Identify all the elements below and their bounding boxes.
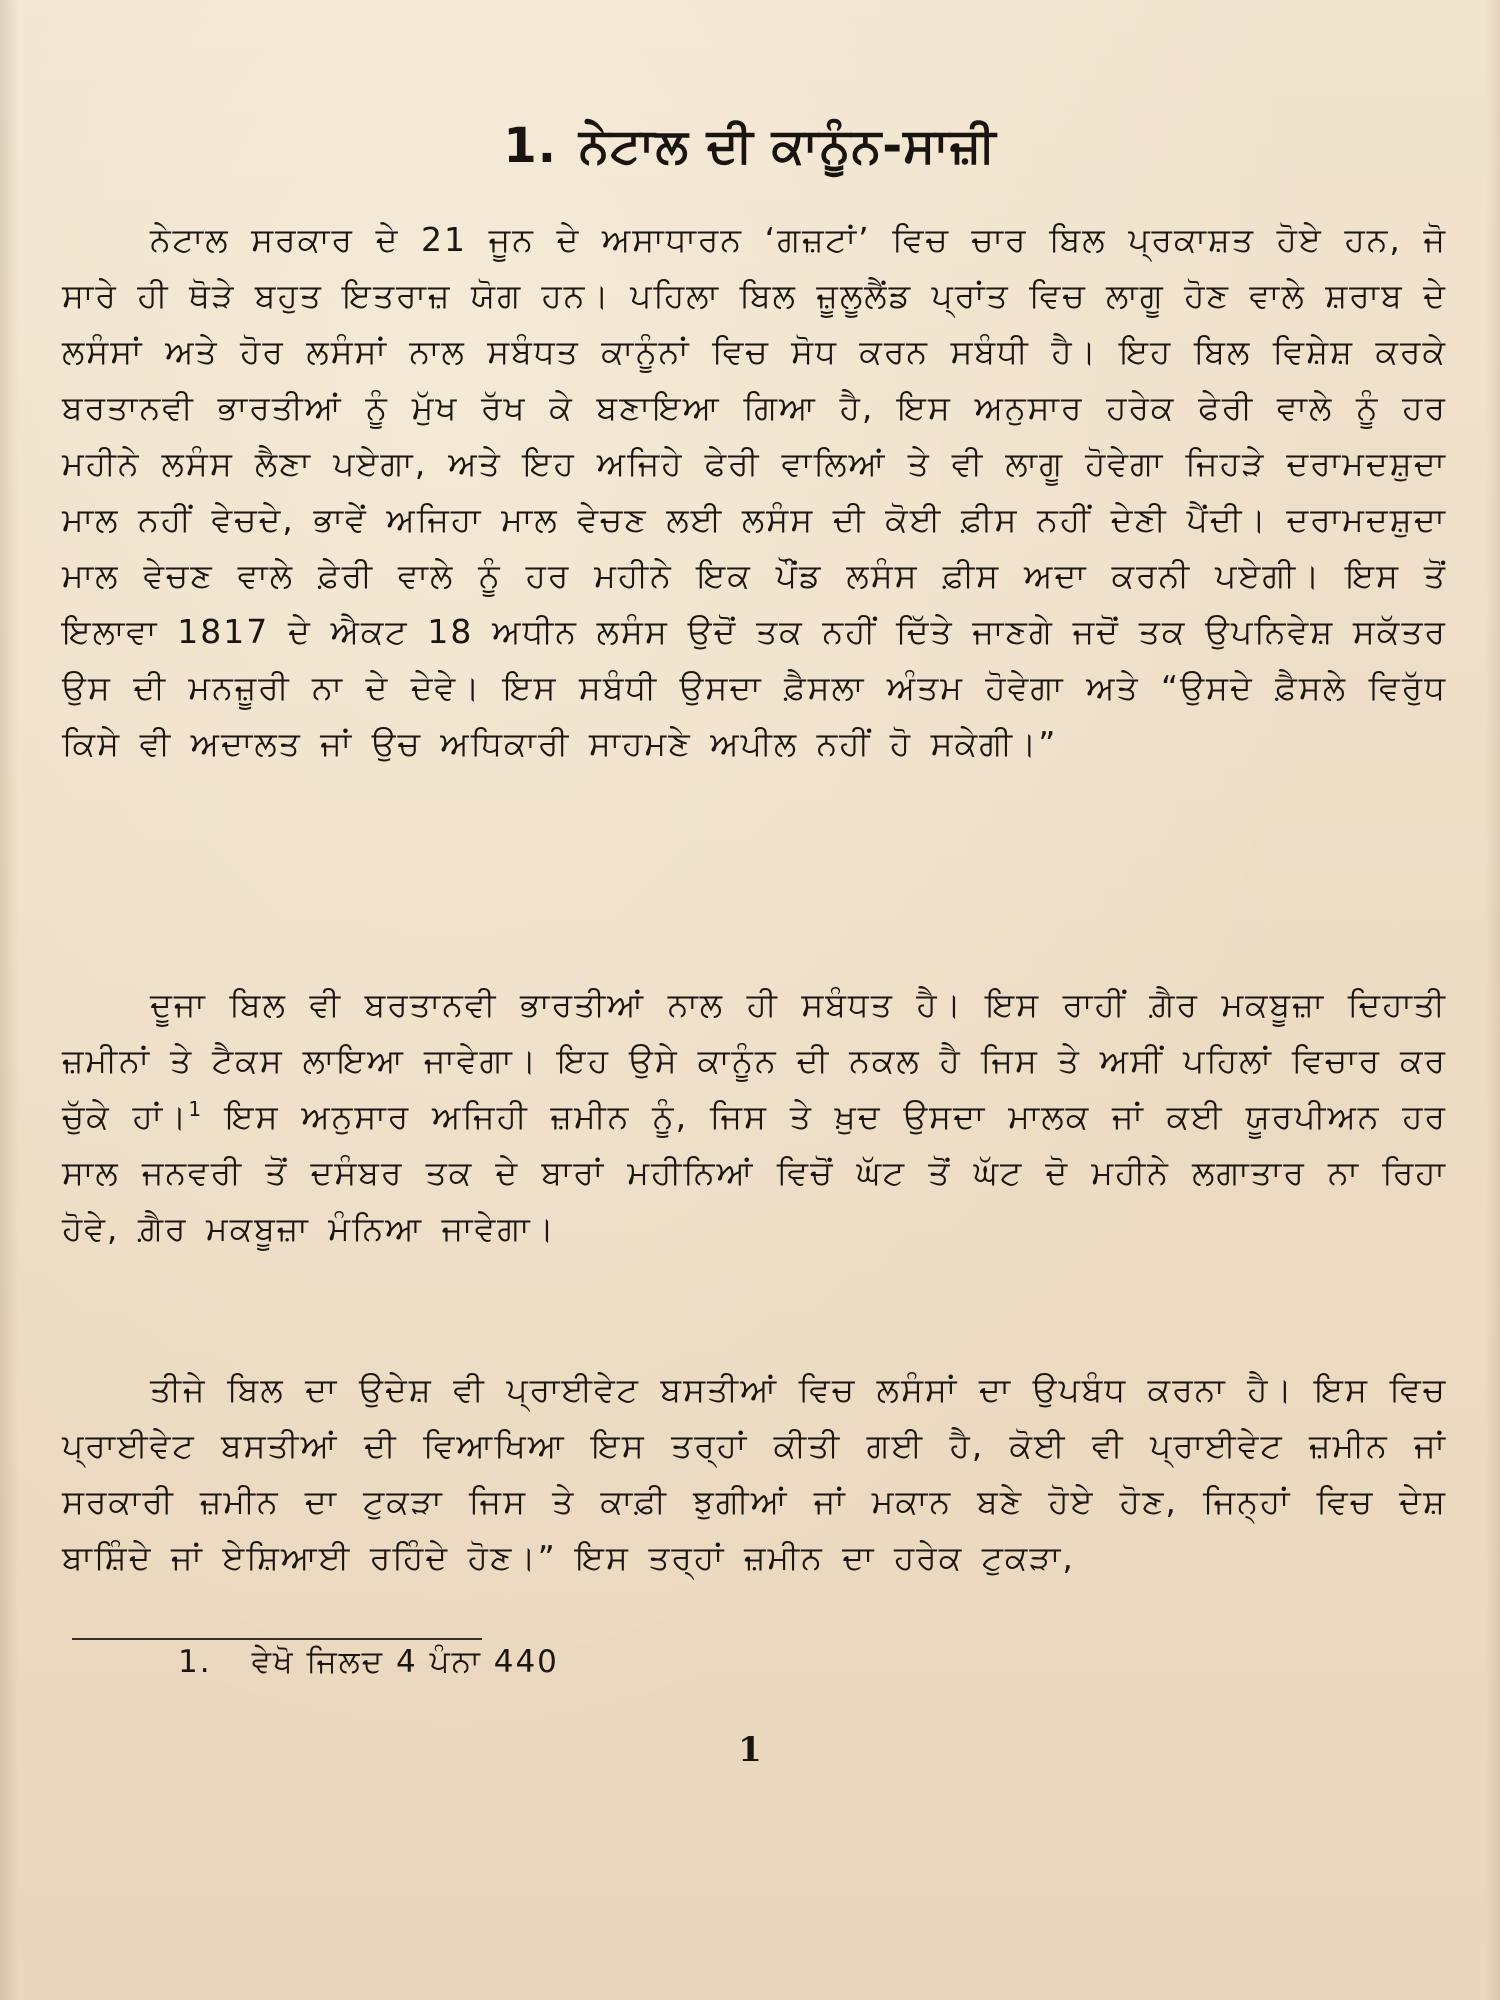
footnote-number: 1. [178, 1644, 212, 1680]
footnote-reference: 1 [188, 1097, 204, 1121]
footnote-text: ਵੇਖੋ ਜਿਲਦ 4 ਪੰਨਾ 440 [251, 1644, 559, 1680]
paragraph-2 [62, 977, 1447, 1257]
page-number: 1 [738, 1730, 762, 1770]
chapter-number: 1. [503, 118, 557, 174]
chapter-title [0, 118, 1500, 175]
paragraph-3: ਤੀਜੇ ਬਿਲ ਦਾ ਉਦੇਸ਼ ਵੀ ਪ੍ਰਾਈਵੇਟ ਬਸਤੀਆਂ ਵਿਚ ਲਸੰਸਾਂ ਦਾ ਉਪਬੰਧ ਕਰਨਾ ਹੈ। ਇਸ ਵਿਚ ਪ੍ਰਾਈਵੇਟ ਬਸਤੀਆਂ ਦੀ ਵਿਆਖਿਆ ਇਸ ਤਰ੍ਹਾਂ ਕੀਤੀ ਗਈ ਹੈ, ਕੋਈ ਵੀ ਪ੍ਰਾਈਵੇਟ ਜ਼ਮੀਨ ਜਾਂ ਸਰਕਾਰੀ ਜ਼ਮੀਨ ਦਾ ਟੁਕੜਾ ਜਿਸ ਤੇ ਕਾਫ਼ੀ ਝੁਗੀਆਂ ਜਾਂ ਮਕਾਨ ਬਣੇ ਹੋਏ ਹੋਣ, ਜਿਨ੍ਹਾਂ ਵਿਚ ਦੇਸ਼ ਬਾਸ਼ਿੰਦੇ ਜਾਂ ਏਸ਼ਿਆਈ ਰਹਿੰਦੇ ਹੋਣ।” ਇਸ ਤਰ੍ਹਾਂ ਜ਼ਮੀਨ ਦਾ ਹਰੇਕ ਟੁਕੜਾ, [62, 1370, 1447, 1577]
page-fold-shadow-right [1486, 0, 1500, 2000]
paragraph-2-text-before: ਦੂਜਾ ਬਿਲ ਵੀ ਬਰਤਾਨਵੀ ਭਾਰਤੀਆਂ ਨਾਲ ਹੀ ਸਬੰਧਤ ਹੈ। ਇਸ ਰਾਹੀਂ ਗ਼ੈਰ ਮਕਬੂਜ਼ਾ ਦਿਹਾਤੀ ਜ਼ਮੀਨਾਂ ਤੇ ਟੈਕਸ ਲਾਇਆ ਜਾਵੇਗਾ। ਇਹ ਉਸੇ ਕਾਨੂੰਨ ਦੀ ਨਕਲ ਹੈ ਜਿਸ ਤੇ ਅਸੀਂ ਪਹਿਲਾਂ ਵਿਚਾਰ ਕਰ ਚੁੱਕੇ ਹਾਂ। [62, 985, 1447, 1136]
paragraph-2-text-after: ਇਸ ਅਨੁਸਾਰ ਅਜਿਹੀ ਜ਼ਮੀਨ ਨੂੰ, ਜਿਸ ਤੇ ਖ਼ੁਦ ਉਸਦਾ ਮਾਲਕ ਜਾਂ ਕਈ ਯੂਰਪੀਅਨ ਹਰ ਸਾਲ ਜਨਵਰੀ ਤੋਂ ਦਸੰਬਰ ਤਕ ਦੇ ਬਾਰਾਂ ਮਹੀਨਿਆਂ ਵਿਚੋਂ ਘੱਟ ਤੋਂ ਘੱਟ ਦੋ ਮਹੀਨੇ ਲਗਾਤਾਰ ਨਾ ਰਿਹਾ ਹੋਵੇ, ਗ਼ੈਰ ਮਕਬੂਜ਼ਾ ਮੰਨਿਆ ਜਾਵੇਗਾ। [62, 1097, 1447, 1248]
paragraph-1: ਨੇਟਾਲ ਸਰਕਾਰ ਦੇ 21 ਜੂਨ ਦੇ ਅਸਾਧਾਰਨ ‘ਗਜ਼ਟਾਂ’ ਵਿਚ ਚਾਰ ਬਿਲ ਪ੍ਰਕਾਸ਼ਤ ਹੋਏ ਹਨ, ਜੋ ਸਾਰੇ ਹੀ ਥੋੜੇ ਬਹੁਤ ਇਤਰਾਜ਼ ਯੋਗ ਹਨ। ਪਹਿਲਾ ਬਿਲ ਜ਼ੂਲੂਲੈਂਡ ਪ੍ਰਾਂਤ ਵਿਚ ਲਾਗੂ ਹੋਣ ਵਾਲੇ ਸ਼ਰਾਬ ਦੇ ਲਸੰਸਾਂ ਅਤੇ ਹੋਰ ਲਸੰਸਾਂ ਨਾਲ ਸਬੰਧਤ ਕਾਨੂੰਨਾਂ ਵਿਚ ਸੋਧ ਕਰਨ ਸਬੰਧੀ ਹੈ। ਇਹ ਬਿਲ ਵਿਸ਼ੇਸ਼ ਕਰਕੇ ਬਰਤਾਨਵੀ ਭਾਰਤੀਆਂ ਨੂੰ ਮੁੱਖ ਰੱਖ ਕੇ ਬਣਾਇਆ ਗਿਆ ਹੈ, ਇਸ ਅਨੁਸਾਰ ਹਰੇਕ ਫੇਰੀ ਵਾਲੇ ਨੂੰ ਹਰ ਮਹੀਨੇ ਲਸੰਸ ਲੈਣਾ ਪਏਗਾ, ਅਤੇ ਇਹ ਅਜਿਹੇ ਫੇਰੀ ਵਾਲਿਆਂ ਤੇ ਵੀ ਲਾਗੂ ਹੋਵੇਗਾ ਜਿਹੜੇ ਦਰਾਮਦਸ਼ੁਦਾ ਮਾਲ ਨਹੀਂ ਵੇਚਦੇ, ਭਾਵੇਂ ਅਜਿਹਾ ਮਾਲ ਵੇਚਣ ਲਈ ਲਸੰਸ ਦੀ ਕੋਈ ਫ਼ੀਸ ਨਹੀਂ ਦੇਣੀ ਪੈਂਦੀ। ਦਰਾਮਦਸ਼ੁਦਾ ਮਾਲ ਵੇਚਣ ਵਾਲੇ ਫ਼ੇਰੀ ਵਾਲੇ ਨੂੰ ਹਰ ਮਹੀਨੇ ਇਕ ਪੌਂਡ ਲਸੰਸ ਫ਼ੀਸ ਅਦਾ ਕਰਨੀ ਪਏਗੀ। ਇਸ ਤੋਂ ਇਲਾਵਾ 1817 ਦੇ ਐਕਟ 18 ਅਧੀਨ ਲਸੰਸ ਉਦੋਂ ਤਕ ਨਹੀਂ ਦਿੱਤੇ ਜਾਣਗੇ ਜਦੋਂ ਤਕ ਉਪਨਿਵੇਸ਼ ਸਕੱਤਰ ਉਸ ਦੀ ਮਨਜ਼ੂਰੀ ਨਾ ਦੇ ਦੇਵੇ। ਇਸ ਸਬੰਧੀ ਉਸਦਾ ਫ਼ੈਸਲਾ ਅੰਤਮ ਹੋਵੇਗਾ ਅਤੇ “ਉਸਦੇ ਫ਼ੈਸਲੇ ਵਿਰੁੱਧ ਕਿਸੇ ਵੀ ਅਦਾਲਤ ਜਾਂ ਉਚ ਅਧਿਕਾਰੀ ਸਾਹਮਣੇ ਅਪੀਲ ਨਹੀਂ ਹੋ ਸਕੇਗੀ।” [62, 220, 1447, 763]
footnote [178, 1640, 559, 1684]
page-fold-shadow-left [0, 0, 18, 2000]
chapter-title-text: ਨੇਟਾਲ ਦੀ ਕਾਨੂੰਨ-ਸਾਜ਼ੀ [579, 118, 997, 174]
